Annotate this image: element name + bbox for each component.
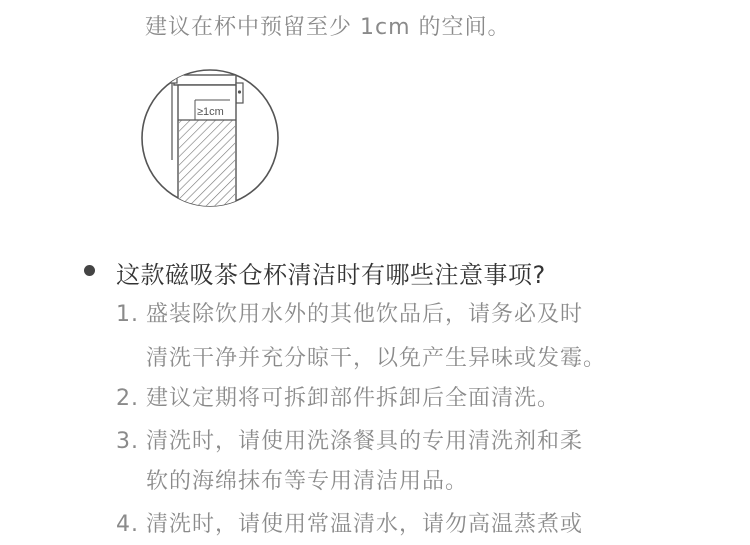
cup-diagram — [140, 68, 280, 208]
answer-number: 2. — [116, 386, 139, 411]
answer-2-line-1 — [116, 381, 560, 412]
answer-1-line-1 — [116, 297, 583, 328]
answer-number: 3. — [116, 429, 139, 454]
intro-text: 建议在杯中预留至少 1cm 的空间。 — [145, 15, 511, 40]
measure-label: ≥1cm — [197, 106, 224, 118]
answer-number: 4. — [116, 512, 139, 537]
answer-3-line-1 — [116, 424, 583, 455]
answer-text: 清洗时，请使用常温清水，请勿高温蒸煮或 — [146, 512, 584, 537]
answer-text: 盛装除饮用水外的其他饮品后，请务必及时 — [146, 302, 584, 327]
faq-question: 这款磁吸茶仓杯清洁时有哪些注意事项? — [116, 261, 546, 289]
bullet-dot — [84, 265, 95, 276]
answer-3-line-2: 软的海绵抹布等专用清洁用品。 — [146, 469, 469, 494]
answer-number: 1. — [116, 302, 139, 327]
answer-4-line-1 — [116, 507, 583, 538]
answer-1-line-2: 清洗干净并充分晾干，以免产生异味或发霉。 — [146, 346, 607, 371]
answer-text: 建议定期将可拆卸部件拆卸后全面清洗。 — [146, 386, 561, 411]
answer-text: 清洗时，请使用洗涤餐具的专用清洗剂和柔 — [146, 429, 584, 454]
cup-fill-level-diagram-icon — [140, 68, 280, 208]
